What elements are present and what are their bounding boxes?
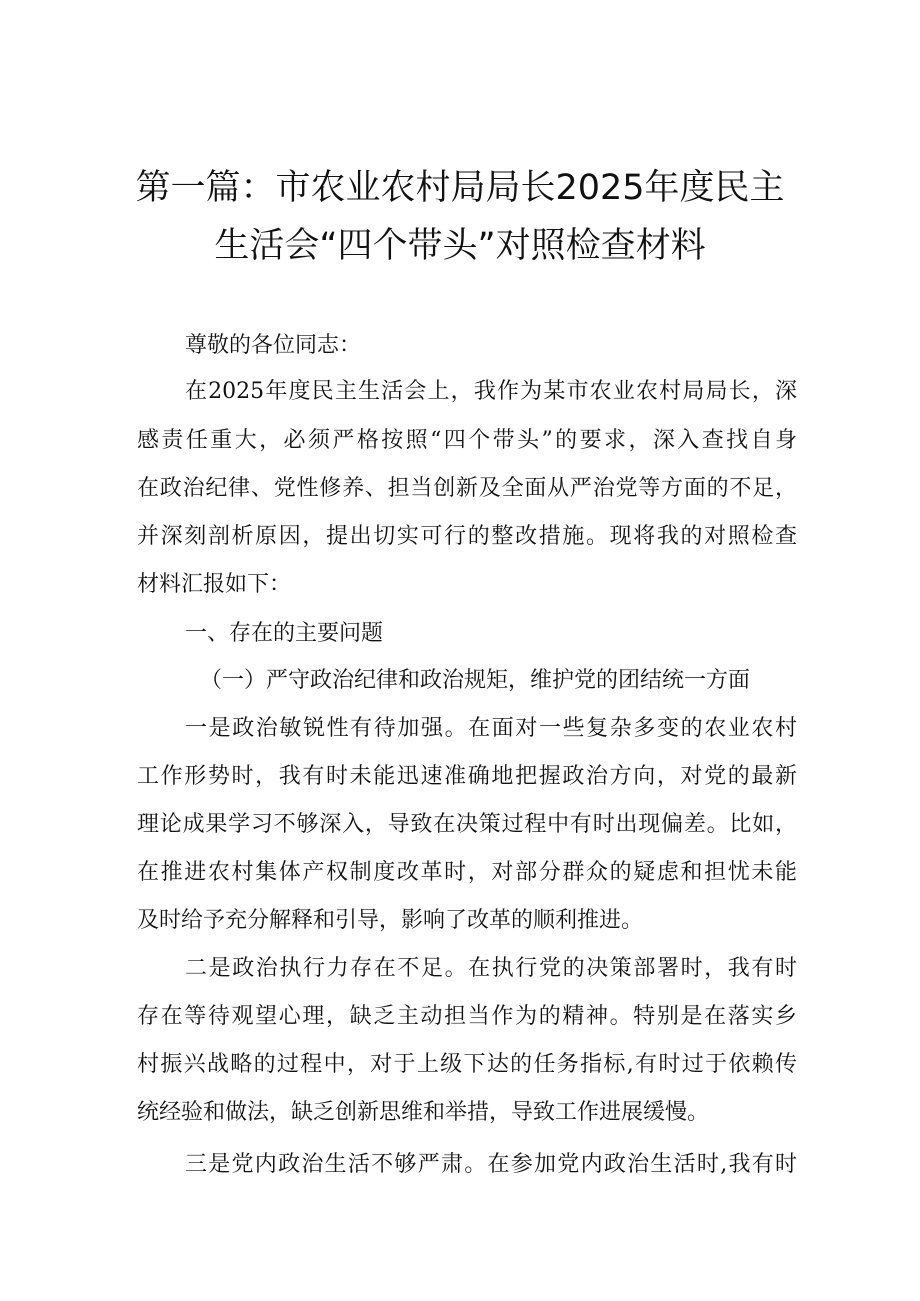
paragraph-line: 及时给予充分解释和引导，影响了改革的顺利推进。 — [137, 908, 644, 933]
salutation: 尊敬的各位同志： — [185, 333, 362, 358]
section-heading: 一、存在的主要问题 — [185, 621, 384, 646]
paragraph-line: 一是政治敏锐性有待加强。在面对一些复杂多变的农业农村 — [185, 716, 797, 741]
intro-line: 感责任重大，必须严格按照“四个带头”的要求，深入查找自身 — [137, 428, 797, 453]
intro-line: 在2025年度民主生活会上，我作为某市农业农村局局长，深 — [185, 379, 797, 404]
paragraph-line: 统经验和做法，缺乏创新思维和举措，导致工作进展缓慢。 — [137, 1100, 710, 1125]
document-title-line-1: 第一篇：市农业农村局局长2025年度民主 — [135, 168, 785, 208]
intro-line: 并深刻剖析原因，提出切实可行的整改措施。现将我的对照检查 — [137, 524, 797, 549]
paragraph-line: 三是党内政治生活不够严肃。在参加党内政治生活时,我有时 — [185, 1152, 797, 1177]
paragraph-line: 二是政治执行力存在不足。在执行党的决策部署时，我有时 — [185, 956, 797, 981]
intro-line: 在政治纪律、党性修养、担当创新及全面从严治党等方面的不足， — [137, 476, 797, 501]
document-title-line-2: 生活会“四个带头”对照检查材料 — [214, 226, 706, 266]
paragraph-line: 村振兴战略的过程中，对于上级下达的任务指标,有时过于依赖传 — [137, 1052, 797, 1077]
paragraph-line: 在推进农村集体产权制度改革时，对部分群众的疑虑和担忧未能 — [137, 860, 797, 885]
subsection-heading: （一）严守政治纪律和政治规矩，维护党的团结统一方面 — [200, 668, 751, 693]
intro-line: 材料汇报如下： — [137, 572, 292, 597]
paragraph-line: 理论成果学习不够深入，导致在决策过程中有时出现偏差。比如， — [137, 812, 797, 837]
paragraph-line: 存在等待观望心理，缺乏主动担当作为的精神。特别是在落实乡 — [137, 1004, 797, 1029]
paragraph-line: 工作形势时，我有时未能迅速准确地把握政治方向，对党的最新 — [137, 764, 797, 789]
